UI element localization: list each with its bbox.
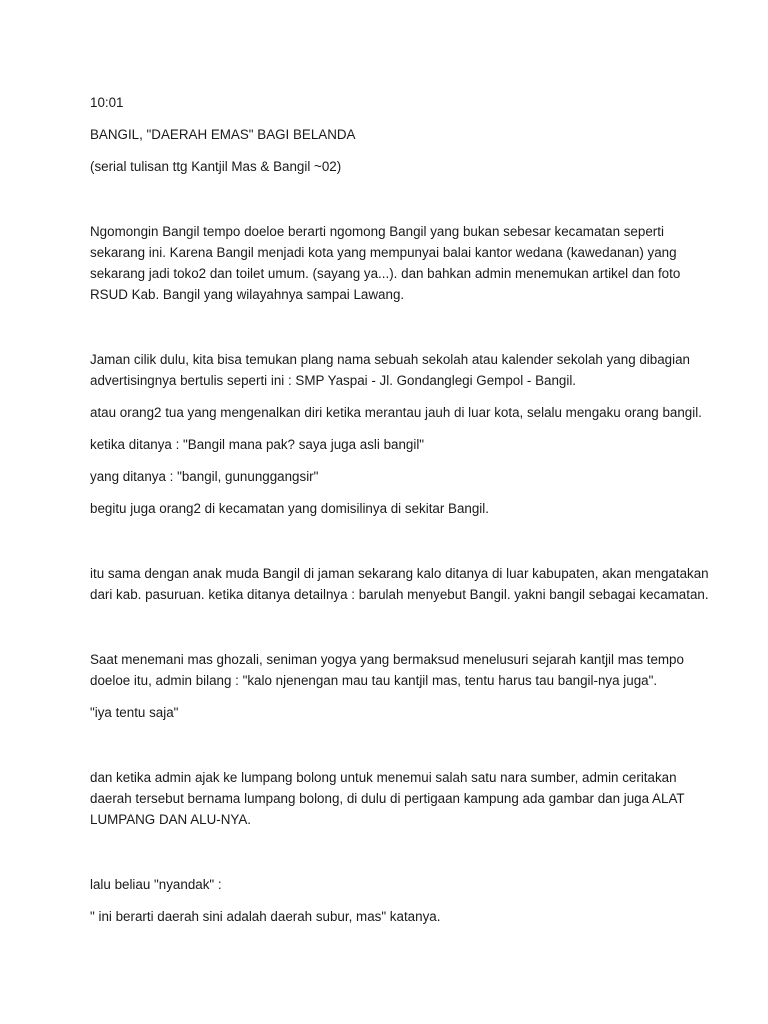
paragraph-4: ketika ditanya : "Bangil mana pak? saya juga asli bangil"	[90, 437, 425, 452]
paragraph-1	[90, 221, 710, 305]
paragraph-line: sekarang ini. Karena Bangil menjadi kota yang mempunyai balai kantor wedana (kawedanan) yang	[90, 245, 677, 260]
paragraph-5: yang ditanya : "bangil, gununggangsir"	[90, 469, 319, 484]
paragraph-8	[90, 649, 710, 691]
paragraph-line: Ngomongin Bangil tempo doeloe berarti ngomong Bangil yang bukan sebesar kecamatan seperti	[90, 224, 664, 239]
paragraph-line: dan ketika admin ajak ke lumpang bolong untuk menemui salah satu nara sumber, admin ceritakan	[90, 770, 677, 785]
paragraph-line: Jaman cilik dulu, kita bisa temukan plang nama sebuah sekolah atau kalender sekolah yang dibagian	[90, 352, 690, 367]
paragraph-line: itu sama dengan anak muda Bangil di jaman sekarang kalo ditanya di luar kabupaten, akan mengatakan	[90, 566, 709, 581]
paragraph-6: begitu juga orang2 di kecamatan yang domisilinya di sekitar Bangil.	[90, 501, 489, 516]
article-subtitle: (serial tulisan ttg Kantjil Mas & Bangil ~02)	[90, 159, 342, 174]
paragraph-10	[90, 767, 710, 830]
paragraph-line: dari kab. pasuruan. ketika ditanya detailnya : barulah menyebut Bangil. yakni bangil sebagai kecamatan.	[90, 587, 709, 602]
timestamp: 10:01	[90, 95, 124, 110]
paragraph-line: Saat menemani mas ghozali, seniman yogya yang bermaksud menelusuri sejarah kantjil mas tempo	[90, 652, 684, 667]
paragraph-line: sekarang jadi toko2 dan toilet umum. (sayang ya...). dan bahkan admin menemukan artikel dan foto	[90, 266, 681, 281]
paragraph-3: atau orang2 tua yang mengenalkan diri ketika merantau jauh di luar kota, selalu mengaku orang bangil.	[90, 405, 702, 420]
paragraph-9: "iya tentu saja"	[90, 705, 179, 720]
paragraph-2	[90, 349, 710, 391]
paragraph-line: doeloe itu, admin bilang : "kalo njenengan mau tau kantjil mas, tentu harus tau bangil-nya juga".	[90, 673, 658, 688]
document-body	[90, 92, 710, 927]
paragraph-11: lalu beliau "nyandak" :	[90, 877, 222, 892]
paragraph-line: advertisingnya bertulis seperti ini : SMP Yaspai - Jl. Gondanglegi Gempol - Bangil.	[90, 373, 577, 388]
paragraph-12: " ini berarti daerah sini adalah daerah subur, mas" katanya.	[90, 909, 441, 924]
paragraph-7	[90, 563, 710, 605]
paragraph-line: LUMPANG DAN ALU-NYA.	[90, 812, 251, 827]
paragraph-line: daerah tersebut bernama lumpang bolong, di dulu di pertigaan kampung ada gambar dan juga ALAT	[90, 791, 685, 806]
paragraph-line: RSUD Kab. Bangil yang wilayahnya sampai Lawang.	[90, 287, 405, 302]
article-title: BANGIL, "DAERAH EMAS" BAGI BELANDA	[90, 127, 356, 142]
